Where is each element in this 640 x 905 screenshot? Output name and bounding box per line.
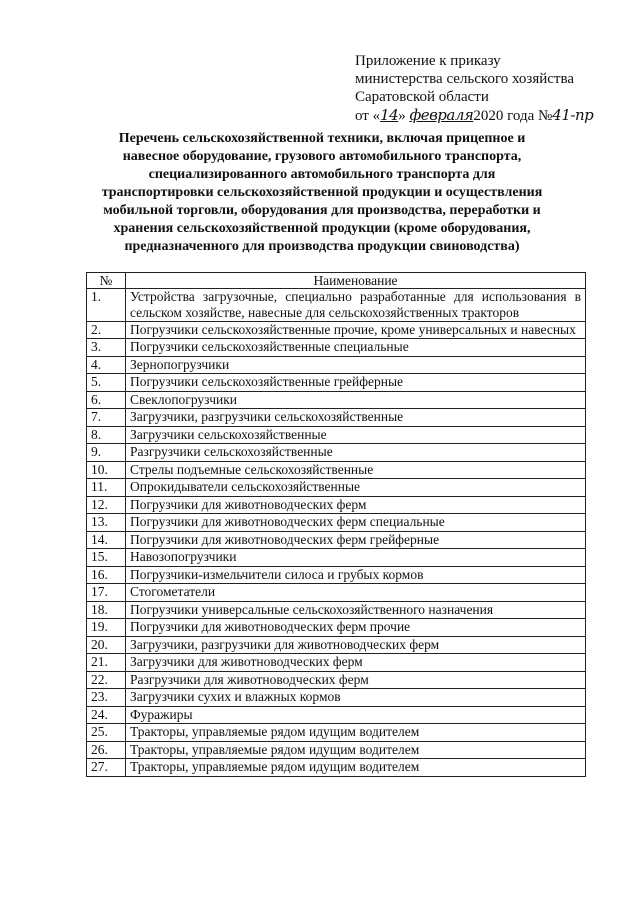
row-num: 9. xyxy=(87,444,126,462)
table-row xyxy=(87,409,586,427)
row-name: Загрузчики, разгрузчики сельскохозяйственные xyxy=(126,409,586,427)
date-prefix: от « xyxy=(355,108,381,124)
row-name: Погрузчики для животноводческих ферм грейферные xyxy=(126,531,586,549)
table-row xyxy=(87,759,586,777)
row-name: Зернопогрузчики xyxy=(126,356,586,374)
row-name: Погрузчики для животноводческих ферм xyxy=(126,496,586,514)
date-month: февраля xyxy=(409,106,474,124)
table-row xyxy=(87,724,586,742)
row-num: 16. xyxy=(87,566,126,584)
appendix-line-3: Саратовской области xyxy=(355,89,489,105)
row-name: Погрузчики-измельчители силоса и грубых кормов xyxy=(126,566,586,584)
title-line: транспортировки сельскохозяйственной продукции и осуществления xyxy=(101,185,543,200)
row-num: 6. xyxy=(87,391,126,409)
row-num: 21. xyxy=(87,654,126,672)
row-name: Навозопогрузчики xyxy=(126,549,586,567)
row-name: Погрузчики сельскохозяйственные прочие, кроме универсальных и навесных xyxy=(126,322,586,339)
row-name: Погрузчики универсальные сельскохозяйственного назначения xyxy=(126,601,586,619)
row-name: Загрузчики сельскохозяйственные xyxy=(126,426,586,444)
header-num: № xyxy=(87,273,126,289)
row-name: Устройства загрузочные, специально разработанные для использования в сельском хозяйстве, навесные для сельскохозяйственных тракторов xyxy=(126,289,586,322)
row-num: 12. xyxy=(87,496,126,514)
row-num: 22. xyxy=(87,671,126,689)
table-row xyxy=(87,654,586,672)
table-row xyxy=(87,322,586,339)
table-row xyxy=(87,461,586,479)
appendix-line-1: Приложение к приказу xyxy=(355,53,501,69)
row-num: 4. xyxy=(87,356,126,374)
title-line: специализированного автомобильного транспорта для xyxy=(148,167,496,182)
table-row xyxy=(87,496,586,514)
table-row xyxy=(87,741,586,759)
row-num: 2. xyxy=(87,322,126,339)
row-num: 5. xyxy=(87,374,126,392)
document-title xyxy=(62,130,582,256)
row-name: Тракторы, управляемые рядом идущим водителем xyxy=(126,741,586,759)
row-num: 18. xyxy=(87,601,126,619)
table-row xyxy=(87,339,586,357)
table-row xyxy=(87,514,586,532)
title-line: мобильной торговли, оборудования для производства, переработки и xyxy=(103,203,541,218)
row-num: 17. xyxy=(87,584,126,602)
row-num: 27. xyxy=(87,759,126,777)
table-row xyxy=(87,289,586,322)
order-number: 41-пр xyxy=(552,106,594,124)
table-row xyxy=(87,619,586,637)
row-num: 15. xyxy=(87,549,126,567)
title-line: предназначенного для производства продукции свиноводства) xyxy=(124,239,520,254)
row-name: Погрузчики для животноводческих ферм прочие xyxy=(126,619,586,637)
row-name: Загрузчики для животноводческих ферм xyxy=(126,654,586,672)
title-line: хранения сельскохозяйственной продукции (кроме оборудования, xyxy=(113,221,531,236)
title-line: Перечень сельскохозяйственной техники, включая прицепное и xyxy=(118,131,526,146)
table-row xyxy=(87,356,586,374)
table-row xyxy=(87,479,586,497)
appendix-line-2: министерства сельского хозяйства xyxy=(355,71,575,87)
row-name: Фуражиры xyxy=(126,706,586,724)
table-row xyxy=(87,531,586,549)
row-name: Погрузчики сельскохозяйственные грейферные xyxy=(126,374,586,392)
row-num: 7. xyxy=(87,409,126,427)
date-year: 2020 года № xyxy=(473,108,553,124)
table-row xyxy=(87,566,586,584)
table-row xyxy=(87,549,586,567)
row-num: 20. xyxy=(87,636,126,654)
date-day: 14 xyxy=(380,106,399,124)
row-name: Стогометатели xyxy=(126,584,586,602)
table-row xyxy=(87,426,586,444)
row-name: Опрокидыватели сельскохозяйственные xyxy=(126,479,586,497)
row-num: 3. xyxy=(87,339,126,357)
row-num: 10. xyxy=(87,461,126,479)
row-name: Загрузчики сухих и влажных кормов xyxy=(126,689,586,707)
row-name: Разгрузчики для животноводческих ферм xyxy=(126,671,586,689)
row-num: 26. xyxy=(87,741,126,759)
table-row xyxy=(87,689,586,707)
table-row xyxy=(87,636,586,654)
row-num: 11. xyxy=(87,479,126,497)
table-row xyxy=(87,444,586,462)
header-name: Наименование xyxy=(126,273,586,289)
row-num: 13. xyxy=(87,514,126,532)
table-row xyxy=(87,584,586,602)
table-row xyxy=(87,706,586,724)
row-num: 25. xyxy=(87,724,126,742)
row-name: Погрузчики для животноводческих ферм специальные xyxy=(126,514,586,532)
row-num: 14. xyxy=(87,531,126,549)
row-name: Стрелы подъемные сельскохозяйственные xyxy=(126,461,586,479)
table-row xyxy=(87,601,586,619)
title-line: навесное оборудование, грузового автомобильного транспорта, xyxy=(122,149,522,164)
row-name: Тракторы, управляемые рядом идущим водителем xyxy=(126,759,586,777)
table-row xyxy=(87,671,586,689)
row-name: Свеклопогрузчики xyxy=(126,391,586,409)
row-num: 8. xyxy=(87,426,126,444)
row-num: 23. xyxy=(87,689,126,707)
date-mid: » xyxy=(398,108,410,124)
row-num: 1. xyxy=(87,289,126,322)
row-name: Разгрузчики сельскохозяйственные xyxy=(126,444,586,462)
appendix-date-line xyxy=(355,106,625,125)
row-name: Погрузчики сельскохозяйственные специальные xyxy=(126,339,586,357)
row-num: 19. xyxy=(87,619,126,637)
table-row xyxy=(87,374,586,392)
appendix-block xyxy=(355,52,625,125)
row-name: Тракторы, управляемые рядом идущим водителем xyxy=(126,724,586,742)
row-num: 24. xyxy=(87,706,126,724)
row-name: Загрузчики, разгрузчики для животноводческих ферм xyxy=(126,636,586,654)
equipment-table xyxy=(86,272,586,777)
table-row xyxy=(87,391,586,409)
table-header-row xyxy=(87,273,586,289)
